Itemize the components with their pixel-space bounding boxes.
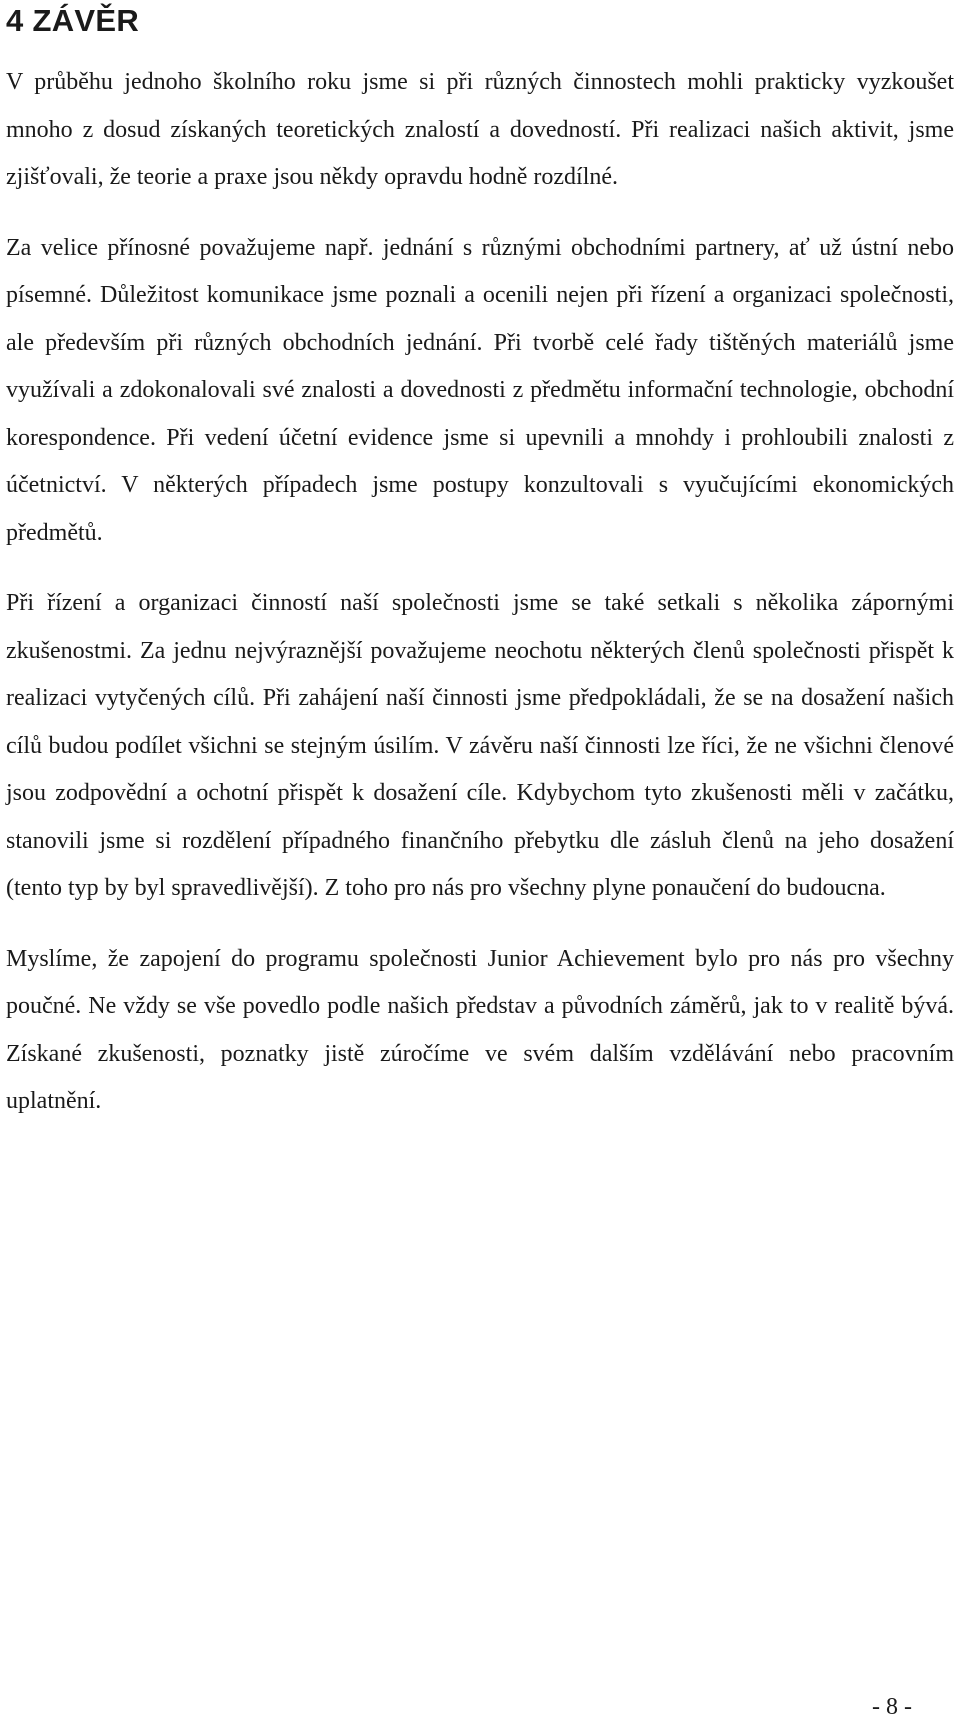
chapter-heading: 4 ZÁVĚR xyxy=(6,3,140,38)
paragraph-3: Při řízení a organizaci činností naší společnosti jsme se také setkali s několika zápornými zkušenostmi. Za jednu nejvýraznější považujeme neochotu některých členů společnosti přispět k realizaci vytyčených cílů. Při zahájení naší činnosti jsme předpokládali, že se na dosažení našich cílů budou podílet všichni se stejným úsilím. V závěru naší činnosti lze říci, že ne všichni členové jsou zodpovědní a ochotní přispět k dosažení cíle. Kdybychom tyto zkušenosti měli v začátku, stanovili jsme si rozdělení případného finančního přebytku dle zásluh členů na jeho dosažení (tento typ by byl spravedlivější). Z toho pro nás pro všechny plyne ponaučení do budoucna. xyxy=(6,590,954,901)
page-number: - 8 - xyxy=(872,1694,912,1720)
paragraph-4: Myslíme, že zapojení do programu společnosti Junior Achievement bylo pro nás pro všechny poučné. Ne vždy se vše povedlo podle našich představ a původních záměrů, jak to v realitě bývá. Získané zkušenosti, poznatky jistě zúročíme ve svém dalším vzdělávání nebo pracovním uplatnění. xyxy=(6,945,954,1114)
document-page xyxy=(6,0,954,1126)
paragraph-2: Za velice přínosné považujeme např. jednání s různými obchodními partnery, ať už ústní nebo písemné. Důležitost komunikace jsme poznali a ocenili nejen při řízení a organizaci společnosti, ale především při různých obchodních jednání. Při tvorbě celé řady tištěných materiálů jsme využívali a zdokonalovali své znalosti a dovednosti z předmětu informační technologie, obchodní korespondence. Při vedení účetní evidence jsme si upevnili a mnohdy i prohloubili znalosti z účetnictví. V některých případech jsme postupy konzultovali s vyučujícími ekonomických předmětů. xyxy=(6,234,954,546)
paragraph-1: V průběhu jednoho školního roku jsme si při různých činnostech mohli prakticky vyzkoušet mnoho z dosud získaných teoretických znalostí a dovedností. Při realizaci našich aktivit, jsme zjišťovali, že teorie a praxe jsou někdy opravdu hodně rozdílné. xyxy=(6,69,954,190)
